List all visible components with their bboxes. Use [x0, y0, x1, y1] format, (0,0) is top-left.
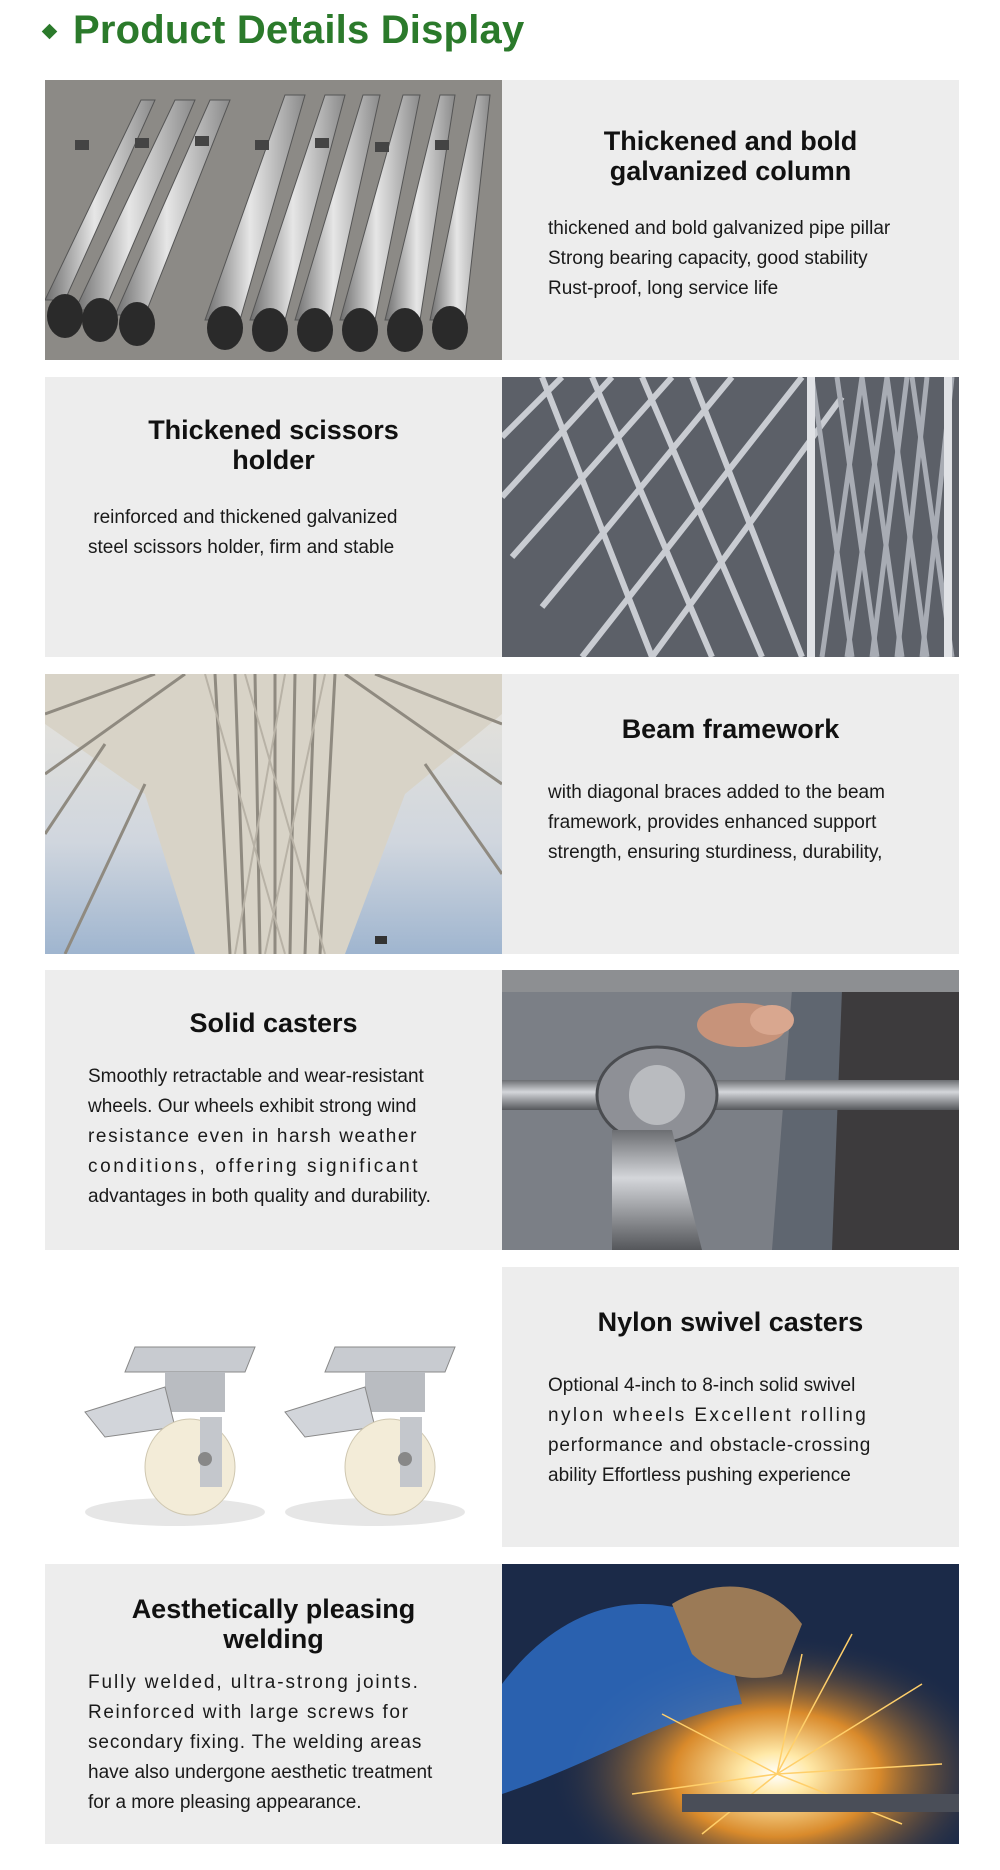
feature-description: thickened and bold galvanized pipe pillar Strong bearing capacity, good stability Rust-proof, long service life — [548, 218, 891, 299]
feature-text-panel — [502, 674, 959, 954]
feature-title: Thickened scissors holder — [148, 415, 399, 475]
feature-description: Smoothly retractable and wear-resistant wheels. Our wheels exhibit strong wind resistance even in harsh weather conditions, offering significant advantages in both quality and durability. — [88, 1066, 431, 1207]
feature-text-panel — [45, 377, 502, 657]
solid-caster-photo — [502, 970, 959, 1250]
galvanized-pipes-photo — [45, 80, 502, 360]
feature-row-beam-framework — [45, 674, 959, 954]
feature-text-panel — [502, 80, 959, 360]
feature-title: Beam framework — [621, 714, 840, 744]
feature-description: Optional 4-inch to 8-inch solid swivel nylon wheels Excellent rolling performance and obstacle-crossing ability Effortless pushing experience — [548, 1375, 872, 1486]
feature-description: Fully welded, ultra-strong joints. Reinforced with large screws for secondary fixing. The welding areas have also undergone aesthetic treatment for a more pleasing appearance. — [88, 1672, 433, 1813]
feature-title: Nylon swivel casters — [597, 1307, 864, 1337]
feature-text-panel — [45, 970, 502, 1250]
feature-description: reinforced and thickened galvanized steel scissors holder, firm and stable — [88, 507, 398, 558]
feature-title: Solid casters — [189, 1008, 358, 1038]
welding-photo — [502, 1564, 959, 1844]
feature-title: Thickened and bold galvanized column — [603, 126, 858, 186]
feature-row-galvanized-column — [45, 80, 959, 360]
feature-title: Aesthetically pleasing welding — [131, 1594, 416, 1654]
feature-row-welding — [45, 1564, 959, 1844]
nylon-casters-photo — [45, 1267, 502, 1547]
feature-row-nylon-casters — [45, 1267, 959, 1547]
feature-text-panel — [45, 1564, 502, 1844]
diamond-bullet-icon — [42, 24, 58, 40]
feature-text-panel — [502, 1267, 959, 1547]
feature-row-scissors-holder — [45, 377, 959, 657]
feature-description: with diagonal braces added to the beam framework, provides enhanced support strength, ensuring sturdiness, durability, — [548, 782, 885, 863]
feature-row-solid-casters — [45, 970, 959, 1250]
beam-framework-photo — [45, 674, 502, 954]
page-header — [44, 8, 524, 53]
scissors-holder-photo — [502, 377, 959, 657]
page-title: Product Details Display — [73, 8, 525, 52]
